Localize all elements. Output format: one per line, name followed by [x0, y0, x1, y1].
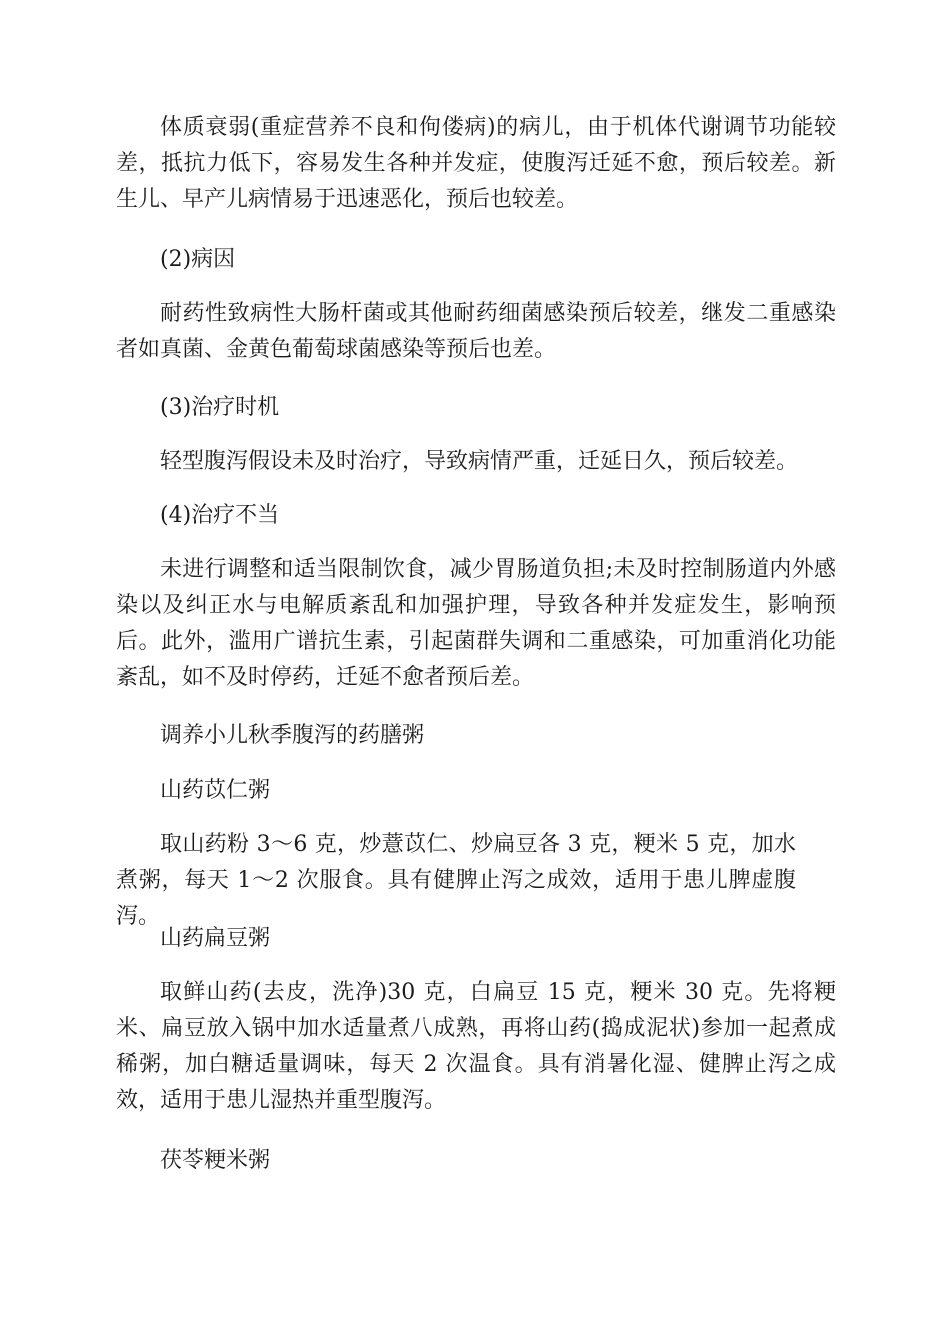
- heading-poria-porridge: 茯苓粳米粥: [160, 1148, 271, 1173]
- heading-treatment-timing: (3)治疗时机: [160, 395, 280, 420]
- heading-cause: (2)病因: [160, 247, 236, 272]
- paragraph-treatment-timing: 轻型腹泻假设未及时治疗，导致病情严重，迁延日久，预后较差。: [160, 449, 799, 474]
- paragraph-cause: 耐药性致病性大肠杆菌或其他耐药细菌感染预后较差，继发二重感染者如真菌、金黄色葡萄球菌感染等预后也差。: [116, 301, 836, 362]
- paragraph-improper-treatment: 未进行调整和适当限制饮食，减少胃肠道负担;未及时控制肠道内外感染以及纠正水与电解质紊乱和加强护理，导致各种并发症发生，影响预后。此外，滥用广谱抗生素，引起菌群失调和二重感染，可加重消化功能紊乱，如不及时停药，迁延不愈者预后差。: [116, 557, 836, 690]
- heading-yam-coix-porridge: 山药苡仁粥: [160, 778, 271, 803]
- heading-improper-treatment: (4)治疗不当: [160, 503, 280, 528]
- paragraph-yam-bean-porridge: 取鲜山药(去皮，洗净)30 克，白扁豆 15 克，粳米 30 克。先将粳米、扁豆放入锅中加水适量煮八成熟，再将山药(捣成泥状)参加一起煮成稀粥，加白糖适量调味，每天 2 次温食。具有消暑化湿、健脾止泻之成效，适用于患儿湿热并重型腹泻。: [116, 980, 836, 1113]
- heading-yam-bean-porridge: 山药扁豆粥: [160, 926, 271, 951]
- paragraph-constitution: 体质衰弱(重症营养不良和佝偻病)的病儿，由于机体代谢调节功能较差，抵抗力低下，容易发生各种并发症，使腹泻迁延不愈，预后较差。新生儿、早产儿病情易于迅速恶化，预后也较差。: [116, 115, 836, 212]
- heading-porridge-section: 调养小儿秋季腹泻的药膳粥: [160, 723, 425, 748]
- paragraph-yam-coix-porridge: 取山药粉 3～6 克，炒薏苡仁、炒扁豆各 3 克，粳米 5 克，加水煮粥，每天 1～2 次服食。具有健脾止泻之成效，适用于患儿脾虚腹泻。: [116, 832, 796, 929]
